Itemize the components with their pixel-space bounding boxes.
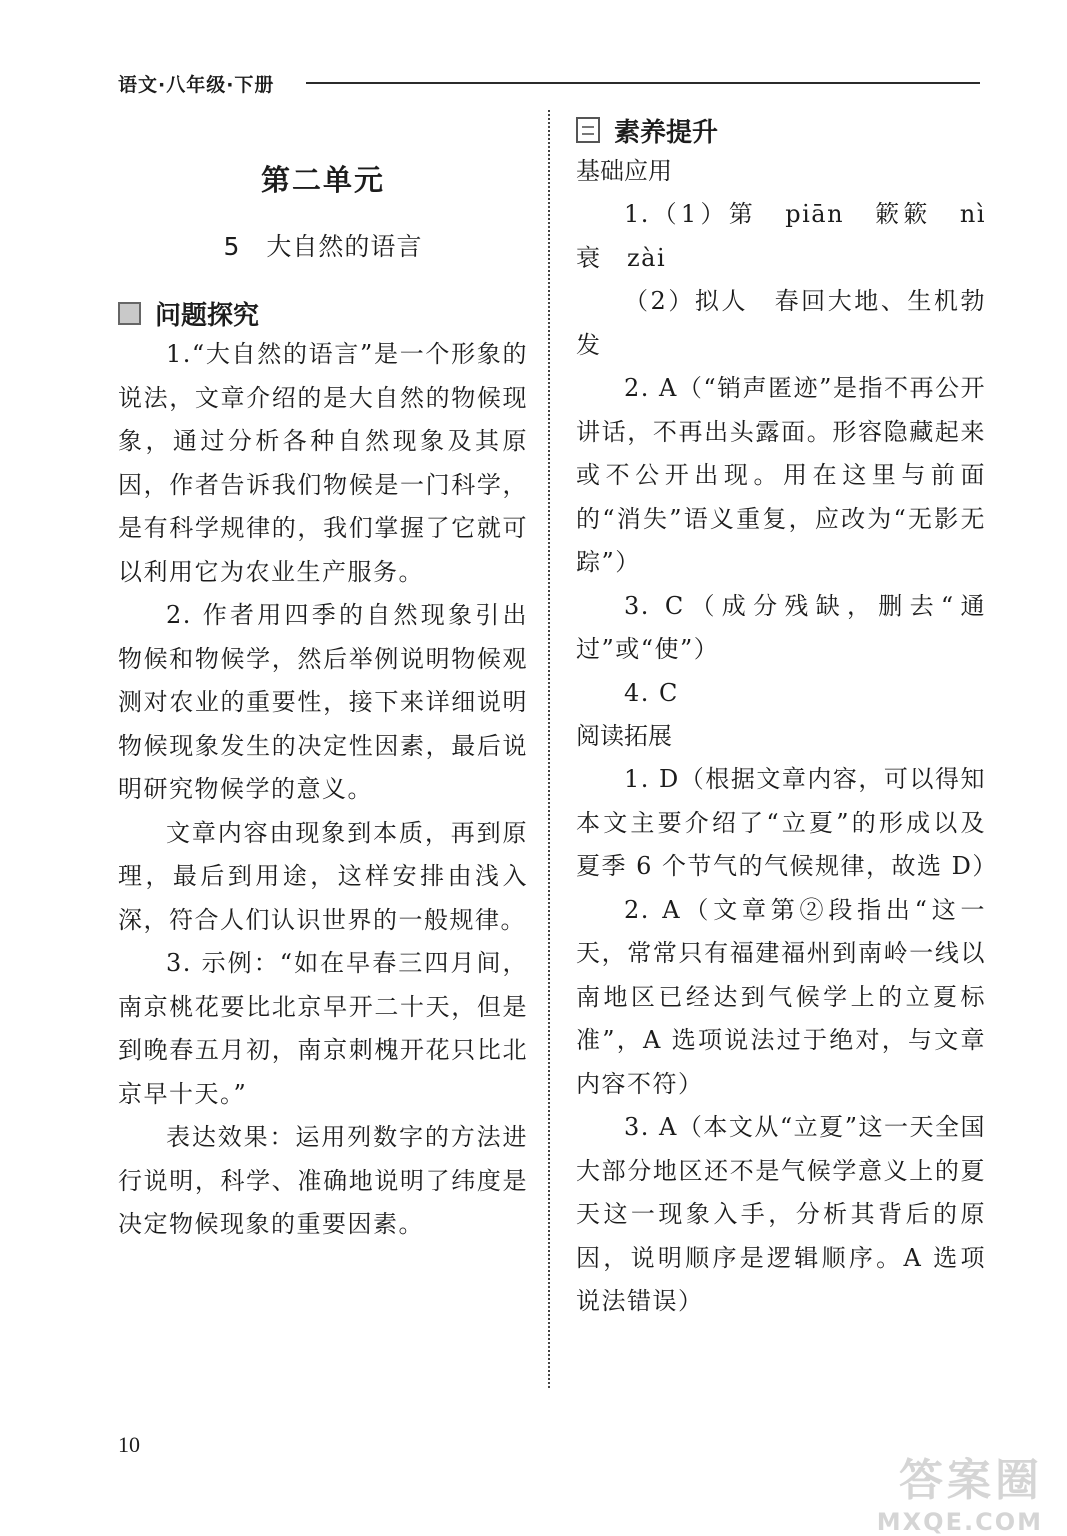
section-heading-literacy: [576, 110, 986, 150]
watermark-brand: 答案圈: [899, 1455, 1043, 1506]
answer-paragraph: 4. C: [624, 678, 679, 707]
watermark-logo: [813, 1444, 1043, 1536]
subsection-basic-title: 基础应用: [576, 157, 672, 185]
answer-paragraph: 2. A（“销声匿迹”是指不再公开讲话，不再出头露面。形容隐藏起来或不公开出现。用在这里与前面的“消失”语义重复，应改为“无影无踪”）: [576, 374, 986, 576]
answer-paragraph: 1. D（根据文章内容，可以得知本文主要介绍了“立夏”的形成以及夏季 6 个节气的气候规律，故选 D）: [576, 765, 998, 880]
right-column: [576, 110, 1012, 1324]
answer-paragraph: 2. 作者用四季的自然现象引出物候和物候学，然后举例说明物候观测对农业的重要性，接下来详细说明物候现象发生的决定性因素，最后说明研究物候学的意义。: [118, 601, 528, 803]
unit-title: 第二单元: [260, 163, 385, 197]
running-header: [118, 70, 980, 98]
square-bullet-icon: [118, 302, 141, 325]
section-title: 素养提升: [614, 117, 719, 148]
page-number: 10: [118, 1432, 140, 1457]
column-divider: [548, 110, 550, 1388]
answer-paragraph: 2. A（文章第②段指出“这一天，常常只有福建福州到南岭一线以南地区已经达到气候学上的立夏标准”，A 选项说法过于绝对，与文章内容不符）: [576, 895, 986, 1098]
section-heading-inquiry: [118, 293, 528, 333]
watermark-url: MXQE.COM: [876, 1508, 1043, 1536]
subsection-reading-title: 阅读拓展: [576, 722, 672, 750]
document-icon: [576, 117, 600, 143]
answer-paragraph: 3. 示例：“如在早春三四月间，南京桃花要比北京早开二十天，但是到晚春五月初，南京刺槐开花只比北京早十天。”: [118, 949, 528, 1108]
lesson-title: 5 大自然的语言: [223, 232, 423, 261]
answer-paragraph: 表达效果：运用列数字的方法进行说明，科学、准确地说明了纬度是决定物候现象的重要因素。: [118, 1123, 528, 1238]
header-rule: [306, 82, 980, 84]
section-title: 问题探究: [155, 300, 260, 331]
left-column: [118, 110, 528, 1247]
answer-paragraph: （2）拟人 春回大地、生机勃发: [576, 287, 986, 359]
book-title: 语文·八年级·下册: [118, 74, 275, 96]
answer-paragraph: 1.（1）第 piān 簌簌 nì 衰 zài: [576, 200, 1012, 272]
answer-paragraph: 1.“大自然的语言”是一个形象的说法，文章介绍的是大自然的物候现象，通过分析各种自然现象及其原因，作者告诉我们物候是一门科学，是有科学规律的，我们掌握了它就可以利用它为农业生产服务。: [118, 340, 528, 586]
answer-paragraph: 3. A（本文从“立夏”这一天全国大部分地区还不是气候学意义上的夏天这一现象入手，分析其背后的原因，说明顺序是逻辑顺序。A 选项说法错误）: [576, 1113, 986, 1315]
answer-paragraph: 3. C（成分残缺，删去“通过”或“使”）: [576, 591, 986, 663]
answer-paragraph: 文章内容由现象到本质，再到原理，最后到用途，这样安排由浅入深，符合人们认识世界的一般规律。: [118, 818, 528, 934]
